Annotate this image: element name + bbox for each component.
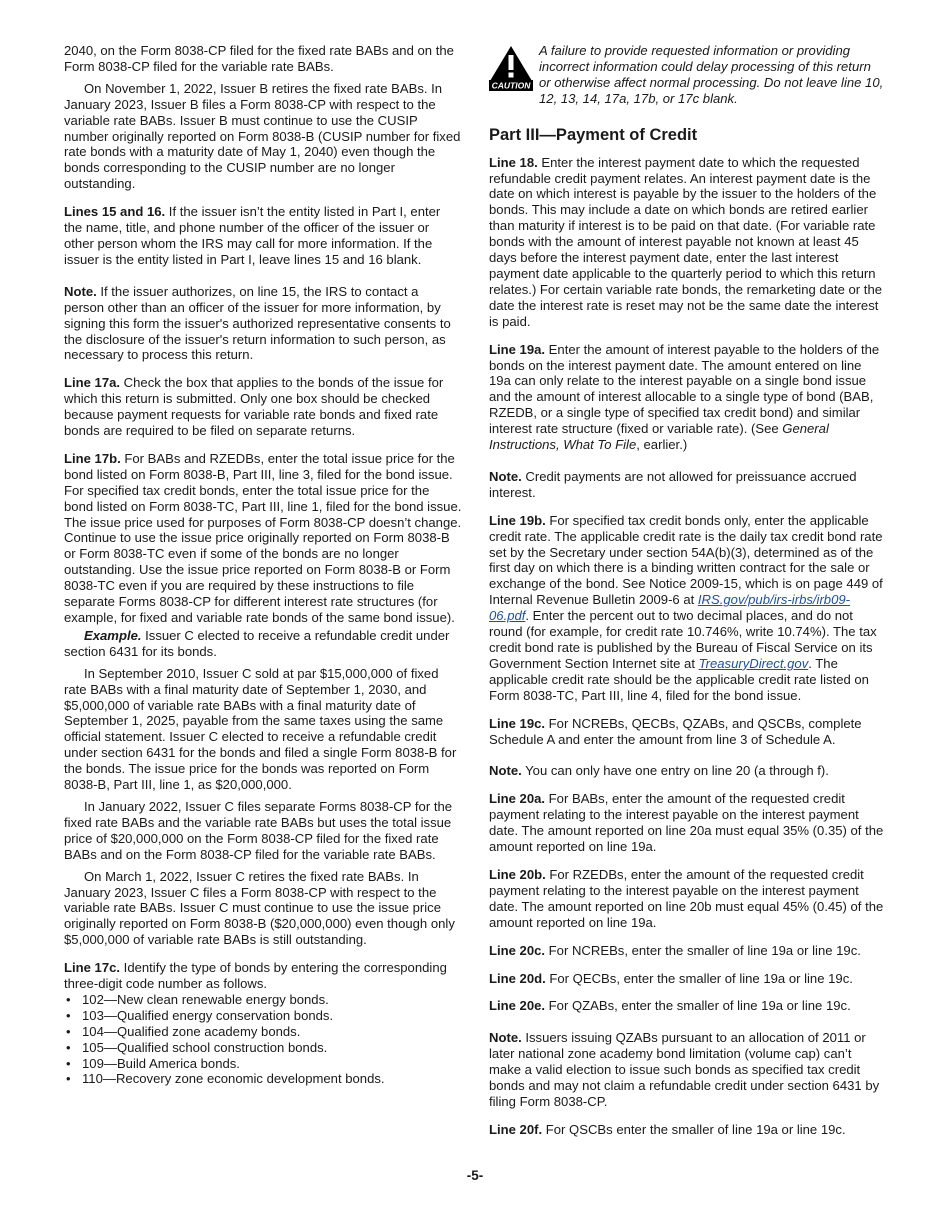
page-number: -5- <box>466 1168 484 1183</box>
note-text: Credit payments are not allowed for preissuance accrued interest. <box>489 468 857 500</box>
item-label: Line 20e. <box>489 998 546 1014</box>
item-text: For NCREBs, QECBs, QZABs, and QSCBs, complete Schedule A and enter the amount from line 3 of Schedule A. <box>489 715 862 747</box>
note <box>489 763 886 779</box>
treasury-direct-link[interactable]: TreasuryDirect.gov <box>698 655 809 671</box>
item-text: Enter the amount of interest payable to the holders of the bonds on the interest payment date. The amount entered on line 19a can only relate to the interest payable on a single bond issue and the amount of interest allocable to a single type of bond (BAB, RZEDB, or a single type of specified tax credit bond) and similar interest rate structure (fixed or variable rate). (See <box>489 341 880 437</box>
item-text: For QECBs, enter the smaller of line 19a or line 19c. <box>545 970 853 986</box>
note-text: If the issuer authorizes, on line 15, the IRS to contact a person other than an officer of the issuer for more information, by signing this form the issuer's authorized representative consents to the disclosure of the issuer's return information to such person, as necessary to process this return. <box>64 283 451 363</box>
example-label: Example. <box>84 627 142 643</box>
list-item: • 110—Recovery zone economic development bonds. <box>64 1071 462 1087</box>
caution-box <box>489 43 886 107</box>
example-text: Issuer C elected to receive a refundable credit under section 6431 for its bonds. <box>64 627 450 659</box>
paragraph: On November 1, 2022, Issuer B retires the fixed rate BABs. In January 2023, Issuer B files a Form 8038-CP with respect to the variable rate BABs. Issuer B must continue to use the CUSIP number originally reported on Form 8038-B (CUSIP number for fixed rate bonds with a maturity date of May 1, 2040) even though the bonds corresponding to the CUSIP number are no longer outstanding. <box>64 80 461 192</box>
right-column <box>489 43 886 1144</box>
line-19b <box>489 513 886 704</box>
list-item: • 104—Qualified zone academy bonds. <box>64 1024 462 1040</box>
item-label: Line 17c. <box>64 960 121 976</box>
note <box>489 1030 886 1110</box>
item-text: If the issuer isn’t the entity listed in Part I, enter the name, title, and phone number of the officer of the issuer or other person whom the IRS may call for more information. If the issuer is the entity listed in Part I, leave lines 15 and 16 blank. <box>64 204 441 267</box>
item-text: For QSCBs enter the smaller of line 19a or line 19c. <box>542 1121 846 1137</box>
caution-icon-label: CAUTION <box>491 80 531 91</box>
list-item: • 102—New clean renewable energy bonds. <box>64 992 462 1008</box>
item-text: Identify the type of bonds by entering the corresponding three-digit code number as follows. <box>64 960 447 992</box>
line-20d <box>489 971 886 987</box>
reference-italic: General Instructions, What To File <box>489 421 829 453</box>
item-text: . Enter the percent out to two decimal places, and do not round (for example, for credit rate 10.746%, write 10.74%). The tax credit bond rate is published by the Bureau of Fiscal Service on its Government Section Internet site at <box>489 608 877 671</box>
irb-link[interactable]: IRS.gov/pub/irs-irbs/irb09-06.pdf <box>489 592 851 624</box>
item-label: Line 18. <box>489 154 538 170</box>
item-label: Line 20d. <box>489 970 546 986</box>
lines-15-16 <box>64 204 462 268</box>
item-text: . The applicable credit rate should be the applicable credit rate listed on Form 8038-TC, Part III, line 4, filed for the bond issue. <box>489 655 869 703</box>
list-item: • 109—Build America bonds. <box>64 1056 462 1072</box>
list-item: • 103—Qualified energy conservation bonds. <box>64 1008 462 1024</box>
item-text: Check the box that applies to the bonds of the issue for which this return is submitted. Only one box should be checked because payment requests for variable rate bonds and fixed rate bonds are required to be filed on separate returns. <box>64 375 444 439</box>
item-label: Line 20a. <box>489 791 546 807</box>
bond-code-list <box>64 992 462 1087</box>
item-label: Line 20b. <box>489 866 546 882</box>
note-label: Note. <box>489 1030 522 1046</box>
paragraph: On March 1, 2022, Issuer C retires the fixed rate BABs. In January 2023, Issuer C files a Form 8038-CP with respect to the variable rate BABs. Issuer C must continue to use the issue price originally reported on Form 8038-B ($20,000,000) even though only $5,000,000 of variable rate BABs is still outstanding. <box>64 868 455 948</box>
note <box>64 284 462 364</box>
note-label: Note. <box>489 763 522 779</box>
line-20b <box>489 867 886 931</box>
line-17b <box>64 451 462 626</box>
item-text: For NCREBs, enter the smaller of line 19a or line 19c. <box>545 942 861 958</box>
line-17c <box>64 960 462 992</box>
item-label: Line 20c. <box>489 942 546 958</box>
item-text: , earlier.) <box>636 437 688 453</box>
item-text: For BABs, enter the amount of the requested credit payment relating to the interest payable on the interest payment date. The amount reported on line 20a must equal 35% (0.35) of the amount reported on line 19a. <box>489 791 884 855</box>
item-label: Line 19b. <box>489 512 546 528</box>
line-20e <box>489 998 886 1014</box>
section-heading: Part III—Payment of Credit <box>489 125 698 144</box>
list-item: • 105—Qualified school construction bonds. <box>64 1040 462 1056</box>
caution-icon <box>489 45 533 91</box>
note-label: Note. <box>64 283 97 299</box>
item-text: For BABs and RZEDBs, enter the total issue price for the bond listed on Form 8038-B, Part III, line 3, filed for the bond issue. For specified tax credit bonds, enter the total issue price for the bond listed on Form 8038-TC, Part III, line 1, filed for the bond issue. The issue price used for purposes of Form 8038-CP doesn’t change. Continue to use the issue price originally reported on Form 8038-B or Form 8038-TC even if some of the bonds are no longer outstanding. Use the issue price reported on Form 8038-B or Form 8038-TC even if you are required by these instructions to file separate Forms 8038-CP for different interest rate structures (for example, for fixed and variable rate bonds of the same bond issue). <box>64 450 462 625</box>
item-text: For RZEDBs, enter the amount of the requested credit payment relating to the interest payable on the interest payment date. The amount reported on line 20b must equal 45% (0.45) of the amount reported on line 19a. <box>489 866 884 930</box>
example <box>64 628 462 660</box>
item-text: Enter the interest payment date to which the requested refundable credit payment relates. An interest payment date is the date on which interest is payable by the issuer to the holders of the bonds. This may include a date on which bonds are retired earlier than maturity if interest is to be paid on that date. (For variable rate bonds with the amount of interest payable not known at least 45 days before the interest payment date, enter the last interest payment date applicable to the quarterly period to which this return relates.) For certain variable rate bonds, the remarketing date or the date the interest rate is reset may not be the same date the interest is paid. <box>489 154 883 329</box>
item-text: For specified tax credit bonds only, enter the applicable credit rate. The applicable credit rate is the daily tax credit bond rate set by the Secretary under section 54A(b)(3), determined as of the first day on which there is a binding written contract for the sale or exchange of the bond. See Notice 2009-15, which is on page 449 of Internal Revenue Bulletin 2009-6 at <box>489 512 883 608</box>
item-label: Line 19a. <box>489 341 546 357</box>
item-text: For QZABs, enter the smaller of line 19a or line 19c. <box>545 998 851 1014</box>
line-17a <box>64 375 462 439</box>
item-label: Line 19c. <box>489 715 546 731</box>
line-19c <box>489 716 886 748</box>
line-19a <box>489 342 886 453</box>
paragraph: In September 2010, Issuer C sold at par $15,000,000 of fixed rate BABs with a final maturity date of September 1, 2030, and $5,000,000 of variable rate BABs with a final maturity date of September 1, 2025, payable from the same taxes using the same official statement. Issuer C elected to receive a refundable credit under section 6431 for the bonds and filed a single Form 8038-B for the bonds. The issue price for the bonds was reported on Form 8038-B, Part III, line 1, as $20,000,000. <box>64 665 457 793</box>
line-20c <box>489 943 886 959</box>
note <box>489 469 886 501</box>
caution-text: A failure to provide requested information or providing incorrect information could delay processing of this return or otherwise affect normal processing. Do not leave line 10, 12, 13, 14, 17a, 17b, or 17c blank. <box>539 43 884 106</box>
note-text: Issuers issuing QZABs pursuant to an allocation of 2011 or later national zone academy bond limitation (volume cap) can’t make a valid election to issue such bonds as specified tax credit bonds and may not claim a refundable credit under section 6431 by filing Form 8038-CP. <box>489 1030 880 1109</box>
paragraph: In January 2022, Issuer C files separate Forms 8038-CP for the fixed rate BABs and the variable rate BABs but uses the total issue price of $20,000,000 on the Form 8038-CP filed for the fixed rate BABs and on the Form 8038-CP filed for the variable rate BABs. <box>64 798 453 862</box>
item-label: Line 17b. <box>64 450 121 466</box>
line-18 <box>489 155 886 330</box>
note-text: You can only have one entry on line 20 (a through f). <box>521 763 829 779</box>
line-20f <box>489 1122 886 1138</box>
line-20a <box>489 791 886 855</box>
note-label: Note. <box>489 468 522 484</box>
item-label: Line 20f. <box>489 1121 543 1137</box>
paragraph: 2040, on the Form 8038-CP filed for the fixed rate BABs and on the Form 8038-CP filed for the variable rate BABs. <box>64 43 454 74</box>
left-column <box>64 43 462 1087</box>
item-label: Line 17a. <box>64 375 121 391</box>
item-label: Lines 15 and 16. <box>64 204 166 220</box>
